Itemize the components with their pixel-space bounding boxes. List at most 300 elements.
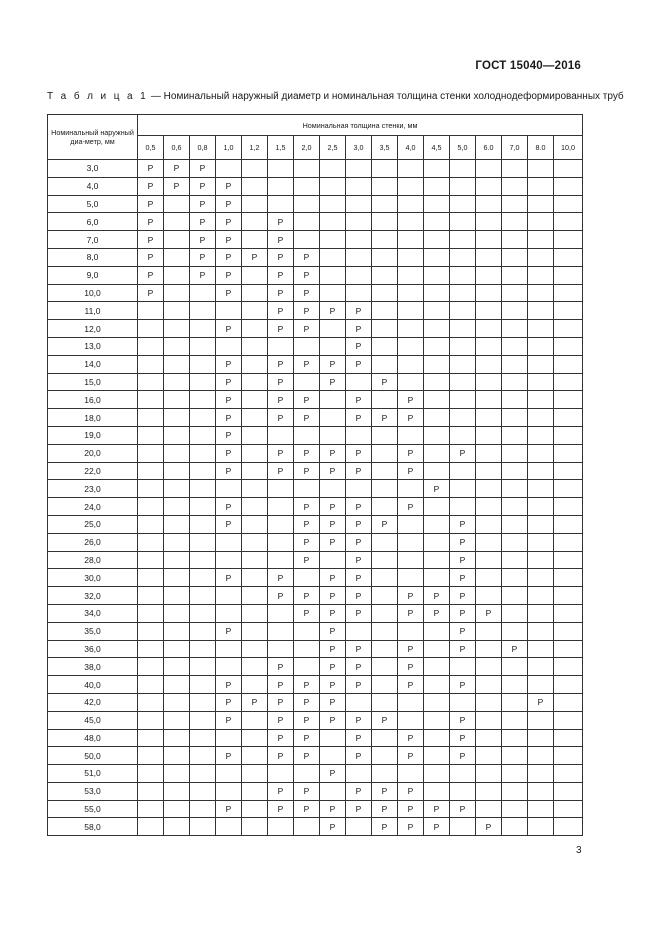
table-cell: P (346, 409, 372, 427)
table-cell (450, 284, 476, 302)
table-cell: P (294, 462, 320, 480)
thickness-header-cell: 10,0 (554, 136, 583, 160)
table-cell: P (268, 711, 294, 729)
table-cell (398, 515, 424, 533)
table-cell (216, 782, 242, 800)
table-cell: P (138, 195, 164, 213)
table-cell (138, 409, 164, 427)
table-cell (476, 302, 502, 320)
table-cell (372, 391, 398, 409)
table-cell (268, 818, 294, 836)
table-cell (398, 231, 424, 249)
table-cell (372, 533, 398, 551)
table-cell (502, 818, 528, 836)
table-cell (398, 177, 424, 195)
diameter-cell: 15,0 (48, 373, 138, 391)
table-cell: P (450, 533, 476, 551)
table-cell (190, 355, 216, 373)
table-cell (268, 177, 294, 195)
table-cell (216, 604, 242, 622)
table-cell (502, 337, 528, 355)
table-cell (502, 515, 528, 533)
table-cell (190, 729, 216, 747)
table-cell (424, 409, 450, 427)
table-cell (190, 711, 216, 729)
table-cell (268, 195, 294, 213)
table-cell (190, 391, 216, 409)
table-cell (216, 658, 242, 676)
thickness-header-cell: 2,0 (294, 136, 320, 160)
table-cell (476, 551, 502, 569)
table-cell: P (346, 747, 372, 765)
table-cell: P (294, 604, 320, 622)
table-cell: P (346, 320, 372, 338)
table-cell (294, 160, 320, 178)
table-cell (528, 480, 554, 498)
table-cell (372, 213, 398, 231)
table-cell (346, 231, 372, 249)
table-cell (554, 320, 583, 338)
table-cell: P (346, 640, 372, 658)
table-cell: P (372, 515, 398, 533)
table-cell (268, 515, 294, 533)
table-cell (554, 711, 583, 729)
table-cell: P (372, 782, 398, 800)
table-cell (242, 409, 268, 427)
table-cell (424, 640, 450, 658)
table-cell (242, 622, 268, 640)
table-cell (450, 177, 476, 195)
table-cell (502, 587, 528, 605)
table-cell (424, 373, 450, 391)
table-cell (242, 569, 268, 587)
table-cell: P (268, 587, 294, 605)
table-cell: P (346, 800, 372, 818)
table-cell (320, 195, 346, 213)
table-cell (476, 213, 502, 231)
table-cell (164, 765, 190, 783)
table-caption-text: — Номинальный наружный диаметр и номинальная толщина стенки холоднодеформированных труб (148, 91, 624, 102)
table-body (48, 160, 583, 836)
table-cell: P (320, 693, 346, 711)
table-cell (476, 462, 502, 480)
table-cell (528, 800, 554, 818)
table-cell (398, 426, 424, 444)
table-cell (242, 658, 268, 676)
table-cell (528, 160, 554, 178)
diameter-cell: 58,0 (48, 818, 138, 836)
table-cell (528, 213, 554, 231)
table-cell (242, 337, 268, 355)
table-cell (138, 569, 164, 587)
table-cell: P (294, 248, 320, 266)
table-cell (164, 747, 190, 765)
table-cell (268, 604, 294, 622)
table-cell (164, 373, 190, 391)
table-cell: P (216, 391, 242, 409)
table-cell (320, 426, 346, 444)
table-cell (346, 284, 372, 302)
table-cell: P (346, 551, 372, 569)
table-cell (554, 177, 583, 195)
table-cell: P (268, 729, 294, 747)
table-cell (242, 747, 268, 765)
table-row (48, 782, 583, 800)
table-cell (398, 765, 424, 783)
table-cell (320, 320, 346, 338)
table-cell (502, 658, 528, 676)
table-cell (398, 266, 424, 284)
table-cell: P (216, 248, 242, 266)
thickness-header-cell: 0,8 (190, 136, 216, 160)
table-cell (554, 373, 583, 391)
table-cell (138, 729, 164, 747)
table-cell (138, 747, 164, 765)
table-cell (528, 373, 554, 391)
table-cell (320, 782, 346, 800)
table-cell (372, 498, 398, 516)
table-cell (164, 248, 190, 266)
table-cell (476, 800, 502, 818)
table-cell (554, 533, 583, 551)
table-cell: P (268, 693, 294, 711)
table-cell (554, 391, 583, 409)
table-cell (502, 213, 528, 231)
table-cell: P (320, 355, 346, 373)
table-cell (320, 248, 346, 266)
table-cell: P (190, 248, 216, 266)
table-cell (294, 765, 320, 783)
diameter-cell: 51,0 (48, 765, 138, 783)
table-cell (554, 266, 583, 284)
table-row (48, 426, 583, 444)
table-cell (138, 302, 164, 320)
table-cell (164, 462, 190, 480)
table-cell: P (450, 604, 476, 622)
table-cell: P (294, 551, 320, 569)
table-cell (242, 640, 268, 658)
table-cell (242, 765, 268, 783)
table-cell: P (346, 569, 372, 587)
table-cell: P (138, 213, 164, 231)
table-cell (554, 693, 583, 711)
diameter-cell: 3,0 (48, 160, 138, 178)
table-cell (554, 195, 583, 213)
table-cell (502, 195, 528, 213)
table-cell (242, 373, 268, 391)
table-cell (190, 765, 216, 783)
table-cell: P (398, 676, 424, 694)
table-cell: P (372, 711, 398, 729)
table-cell: P (268, 391, 294, 409)
table-cell (450, 302, 476, 320)
table-row (48, 551, 583, 569)
table-cell (528, 462, 554, 480)
table-cell (528, 782, 554, 800)
table-cell (372, 622, 398, 640)
table-cell (242, 729, 268, 747)
table-cell: P (138, 160, 164, 178)
table-cell (138, 480, 164, 498)
table-row (48, 765, 583, 783)
table-cell (346, 818, 372, 836)
table-cell (528, 569, 554, 587)
table-caption-label: Т а б л и ц а 1 (47, 91, 149, 102)
table-cell: P (268, 569, 294, 587)
table-cell (138, 604, 164, 622)
table-cell (424, 320, 450, 338)
table-cell (164, 266, 190, 284)
table-cell: P (346, 782, 372, 800)
table-cell (320, 284, 346, 302)
table-cell (528, 747, 554, 765)
table-cell (242, 604, 268, 622)
table-cell (424, 533, 450, 551)
thickness-header-cell: 7,0 (502, 136, 528, 160)
table-cell: P (294, 533, 320, 551)
table-cell (164, 658, 190, 676)
table-cell (450, 765, 476, 783)
table-cell (502, 551, 528, 569)
table-cell (138, 818, 164, 836)
table-cell (450, 337, 476, 355)
table-cell (502, 231, 528, 249)
table-cell (164, 302, 190, 320)
table-cell (476, 266, 502, 284)
table-cell (528, 515, 554, 533)
table-cell: P (346, 391, 372, 409)
diameter-cell: 7,0 (48, 231, 138, 249)
table-cell (502, 320, 528, 338)
table-cell (424, 355, 450, 373)
table-cell (190, 409, 216, 427)
diameter-cell: 48,0 (48, 729, 138, 747)
table-cell (502, 747, 528, 765)
table-row (48, 587, 583, 605)
table-cell (190, 693, 216, 711)
table-cell: P (320, 676, 346, 694)
table-cell (398, 551, 424, 569)
table-cell (164, 231, 190, 249)
table-cell (164, 213, 190, 231)
table-cell (476, 729, 502, 747)
table-cell: P (268, 355, 294, 373)
table-cell (268, 533, 294, 551)
table-cell (424, 284, 450, 302)
thickness-group-header: Номинальная толщина стенки, мм (138, 115, 583, 136)
table-cell (242, 462, 268, 480)
table-cell (554, 355, 583, 373)
table-cell (424, 231, 450, 249)
table-cell (138, 426, 164, 444)
table-cell (554, 765, 583, 783)
table-cell: P (320, 622, 346, 640)
table-cell (476, 587, 502, 605)
table-cell: P (294, 302, 320, 320)
table-cell (164, 391, 190, 409)
diameter-cell: 24,0 (48, 498, 138, 516)
table-cell (372, 284, 398, 302)
table-cell (424, 213, 450, 231)
table-cell (372, 604, 398, 622)
table-cell (398, 160, 424, 178)
table-cell: P (216, 444, 242, 462)
table-cell (502, 498, 528, 516)
table-cell: P (398, 658, 424, 676)
table-cell: P (294, 409, 320, 427)
table-cell (138, 515, 164, 533)
thickness-header-cell: 8.0 (528, 136, 554, 160)
table-cell (528, 231, 554, 249)
table-cell (554, 213, 583, 231)
table-cell (424, 569, 450, 587)
table-cell (190, 480, 216, 498)
thickness-header-cell: 6.0 (476, 136, 502, 160)
table-cell (476, 693, 502, 711)
table-cell: P (268, 747, 294, 765)
table-cell (528, 818, 554, 836)
table-cell (476, 355, 502, 373)
table-cell: P (216, 177, 242, 195)
diameter-cell: 38,0 (48, 658, 138, 676)
table-cell (528, 426, 554, 444)
table-cell (138, 551, 164, 569)
diameter-cell: 28,0 (48, 551, 138, 569)
table-cell: P (294, 498, 320, 516)
table-cell: P (450, 515, 476, 533)
table-cell (554, 302, 583, 320)
table-cell (554, 462, 583, 480)
table-cell (138, 765, 164, 783)
table-cell (138, 693, 164, 711)
table-cell: P (268, 658, 294, 676)
table-cell: P (268, 302, 294, 320)
table-cell (164, 551, 190, 569)
table-cell: P (320, 302, 346, 320)
table-cell: P (528, 693, 554, 711)
table-cell (502, 391, 528, 409)
thickness-header-cell: 3,5 (372, 136, 398, 160)
table-cell (190, 515, 216, 533)
table-cell (476, 320, 502, 338)
table-cell (190, 782, 216, 800)
diameter-cell: 12,0 (48, 320, 138, 338)
table-cell: P (346, 729, 372, 747)
table-cell (476, 640, 502, 658)
table-cell: P (294, 729, 320, 747)
table-cell (450, 213, 476, 231)
table-cell (450, 231, 476, 249)
table-cell (554, 426, 583, 444)
table-cell (242, 231, 268, 249)
table-row (48, 213, 583, 231)
table-cell (502, 302, 528, 320)
table-cell (138, 587, 164, 605)
table-cell (372, 747, 398, 765)
table-cell (242, 782, 268, 800)
table-cell (502, 604, 528, 622)
table-cell (476, 782, 502, 800)
table-cell (554, 284, 583, 302)
table-cell: P (294, 800, 320, 818)
table-cell (398, 373, 424, 391)
table-cell (294, 426, 320, 444)
table-cell: P (502, 640, 528, 658)
table-cell (346, 195, 372, 213)
table-cell: P (424, 800, 450, 818)
table-cell: P (424, 604, 450, 622)
table-cell (164, 676, 190, 694)
table-cell: P (216, 462, 242, 480)
table-cell (346, 426, 372, 444)
table-cell (242, 160, 268, 178)
table-cell (476, 498, 502, 516)
table-cell (242, 426, 268, 444)
table-cell: P (476, 818, 502, 836)
table-cell (242, 800, 268, 818)
table-cell (372, 765, 398, 783)
table-cell (476, 337, 502, 355)
table-cell (528, 320, 554, 338)
table-cell (502, 355, 528, 373)
table-cell (372, 658, 398, 676)
table-cell (502, 782, 528, 800)
thickness-header-cell: 1,0 (216, 136, 242, 160)
table-cell: P (320, 800, 346, 818)
table-cell (320, 231, 346, 249)
table-cell (398, 533, 424, 551)
table-cell (320, 213, 346, 231)
diameter-cell: 18,0 (48, 409, 138, 427)
table-cell (476, 231, 502, 249)
table-cell (138, 391, 164, 409)
table-cell (476, 373, 502, 391)
table-cell (502, 373, 528, 391)
table-cell: P (268, 266, 294, 284)
table-cell (398, 213, 424, 231)
table-cell (528, 622, 554, 640)
table-cell: P (346, 444, 372, 462)
table-cell: P (346, 355, 372, 373)
table-cell: P (476, 604, 502, 622)
table-cell (190, 604, 216, 622)
table-cell (294, 480, 320, 498)
table-cell (190, 587, 216, 605)
table-cell: P (294, 711, 320, 729)
table-cell (190, 800, 216, 818)
table-cell: P (320, 640, 346, 658)
table-cell (554, 587, 583, 605)
table-cell: P (398, 604, 424, 622)
table-cell: P (294, 515, 320, 533)
table-cell (372, 569, 398, 587)
table-cell (242, 676, 268, 694)
table-cell (502, 480, 528, 498)
table-cell (164, 818, 190, 836)
table-cell: P (216, 693, 242, 711)
table-row (48, 533, 583, 551)
table-cell (190, 676, 216, 694)
table-cell (476, 160, 502, 178)
table-cell (398, 195, 424, 213)
table-cell: P (268, 800, 294, 818)
table-cell: P (294, 266, 320, 284)
table-row (48, 693, 583, 711)
table-cell (450, 409, 476, 427)
table-cell: P (268, 320, 294, 338)
table-cell (398, 284, 424, 302)
table-cell: P (346, 462, 372, 480)
